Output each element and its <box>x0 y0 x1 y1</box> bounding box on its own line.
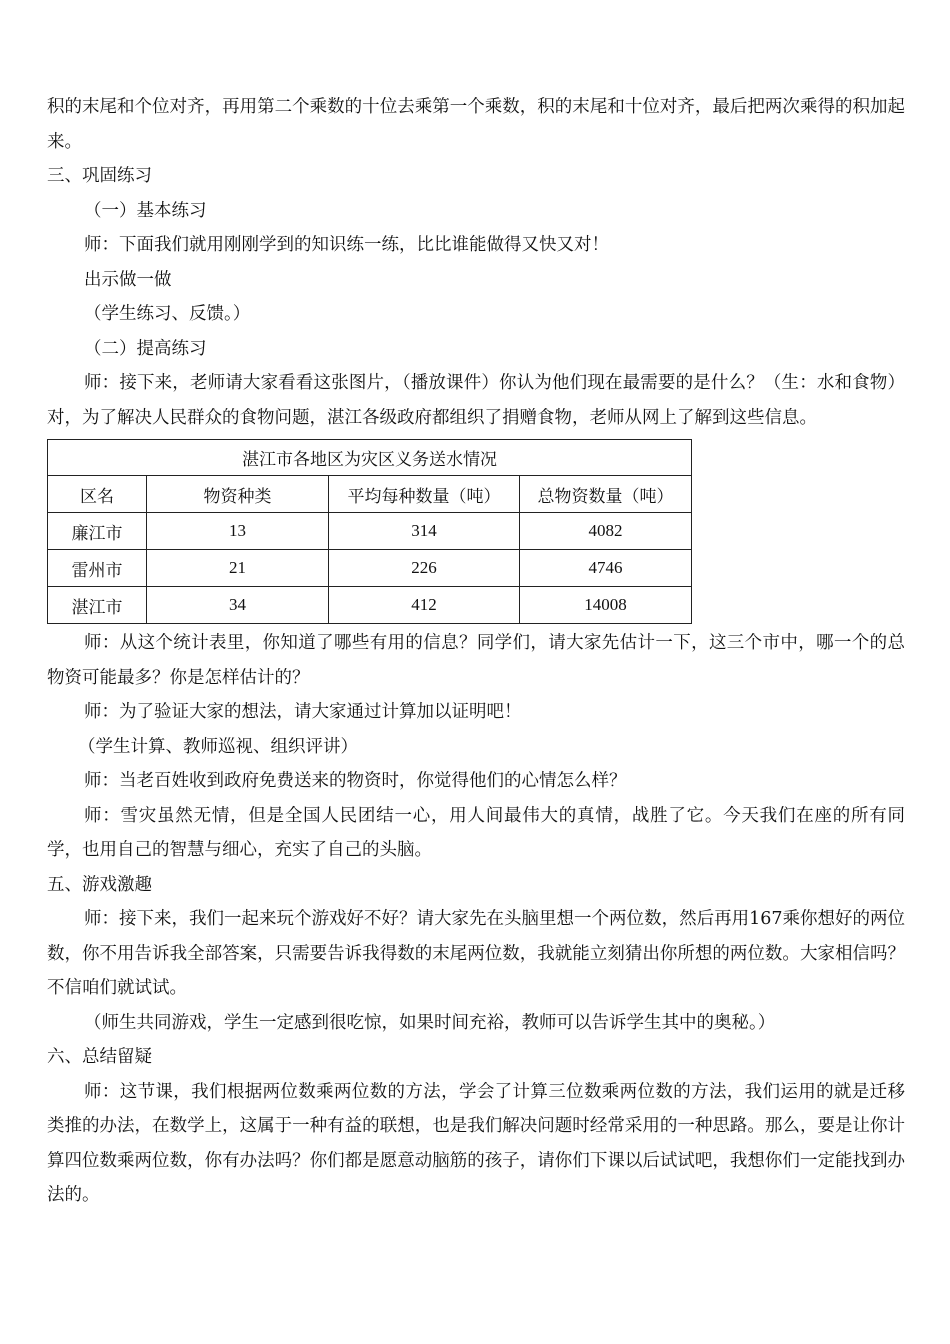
table-cell-region: 廉江市 <box>48 513 147 550</box>
table-cell: 226 <box>329 550 520 587</box>
paragraph-game-note: （师生共同游戏，学生一定感到很吃惊，如果时间充裕，教师可以告诉学生其中的奥秘。） <box>84 1012 776 1033</box>
table-row <box>48 550 692 587</box>
table-cell: 21 <box>147 550 329 587</box>
paragraph-teacher-picture: 师：接下来，老师请大家看看这张图片，（播放课件）你认为他们现在最需要的是什么？（生：水和食物）对，为了解决人民群众的食物问题，湛江各级政府都组织了捐赠食物，老师从网上了解到这些信息。 <box>47 373 905 428</box>
document-page <box>47 90 905 1213</box>
paragraph-teacher-feelings: 师：当老百姓收到政府免费送来的物资时，你觉得他们的心情怎么样？ <box>84 771 627 791</box>
table-header-cell: 总物资数量（吨） <box>520 476 692 513</box>
paragraph-teacher-summary: 师：这节课，我们根据两位数乘两位数的方法，学会了计算三位数乘两位数的方法，我们运用的就是迁移类推的办法，在数学上，这属于一种有益的联想，也是我们解决问题时经常采用的一种思路。那么，要是让你计算四位数乘两位数，你有办法吗？你们都是愿意动脑筋的孩子，请你们下课以后试试吧，我想你们一定能找到办法的。 <box>47 1081 905 1205</box>
table-cell: 314 <box>329 513 520 550</box>
paragraph-continuation: 积的末尾和个位对齐，再用第二个乘数的十位去乘第一个乘数，积的末尾和十位对齐，最后把两次乘得的积加起来。 <box>47 97 905 152</box>
section-heading-consolidation: 三、巩固练习 <box>47 166 152 186</box>
table-header-cell: 平均每种数量（吨） <box>329 476 520 513</box>
table-caption-row <box>48 440 692 476</box>
paragraph-teacher-verify: 师：为了验证大家的想法，请大家通过计算加以证明吧！ <box>84 702 522 722</box>
table-cell: 14008 <box>520 587 692 624</box>
supply-statistics-table <box>47 439 692 624</box>
paragraph-teacher-question-table: 师：从这个统计表里，你知道了哪些有用的信息？同学们，请大家先估计一下，这三个市中，哪一个的总物资可能最多？你是怎样估计的？ <box>47 633 905 688</box>
table-cell: 4082 <box>520 513 692 550</box>
section-heading-game: 五、游戏激趣 <box>47 874 152 895</box>
paragraph-student-calc: （学生计算、教师巡视、组织评讲） <box>78 736 358 757</box>
paragraph-teacher-practice: 师：下面我们就用刚刚学到的知识练一练，比比谁能做得又快又对！ <box>84 235 609 255</box>
table-row <box>48 513 692 550</box>
table-cell-region: 雷州市 <box>48 550 147 587</box>
paragraph-show-exercise: 出示做一做 <box>84 269 172 290</box>
table-cell: 13 <box>147 513 329 550</box>
table-header-cell: 区名 <box>48 476 147 513</box>
paragraph-teacher-snow: 师：雪灾虽然无情，但是全国人民团结一心，用人间最伟大的真情，战胜了它。今天我们在座的所有同学，也用自己的智慧与细心，充实了自己的头脑。 <box>47 805 905 860</box>
table-caption: 湛江市各地区为灾区义务送水情况 <box>48 440 692 476</box>
paragraph-teacher-game: 师：接下来，我们一起来玩个游戏好不好？请大家先在头脑里想一个两位数，然后再用167乘你想好的两位数，你不用告诉我全部答案，只需要告诉我得数的末尾两位数，我就能立刻猜出你所想的两位数。大家相信吗？不信咱们就试试。 <box>47 909 905 998</box>
subheading-basic-practice: （一）基本练习 <box>84 200 207 221</box>
table-cell: 4746 <box>520 550 692 587</box>
paragraph-student-feedback: （学生练习、反馈。） <box>84 304 251 324</box>
table-row <box>48 587 692 624</box>
table-cell: 412 <box>329 587 520 624</box>
table-header-row <box>48 476 692 513</box>
table-cell-region: 湛江市 <box>48 587 147 624</box>
subheading-advanced-practice: （二）提高练习 <box>84 338 207 359</box>
section-heading-summary: 六、总结留疑 <box>47 1047 152 1067</box>
table-header-cell: 物资种类 <box>147 476 329 513</box>
table-cell: 34 <box>147 587 329 624</box>
